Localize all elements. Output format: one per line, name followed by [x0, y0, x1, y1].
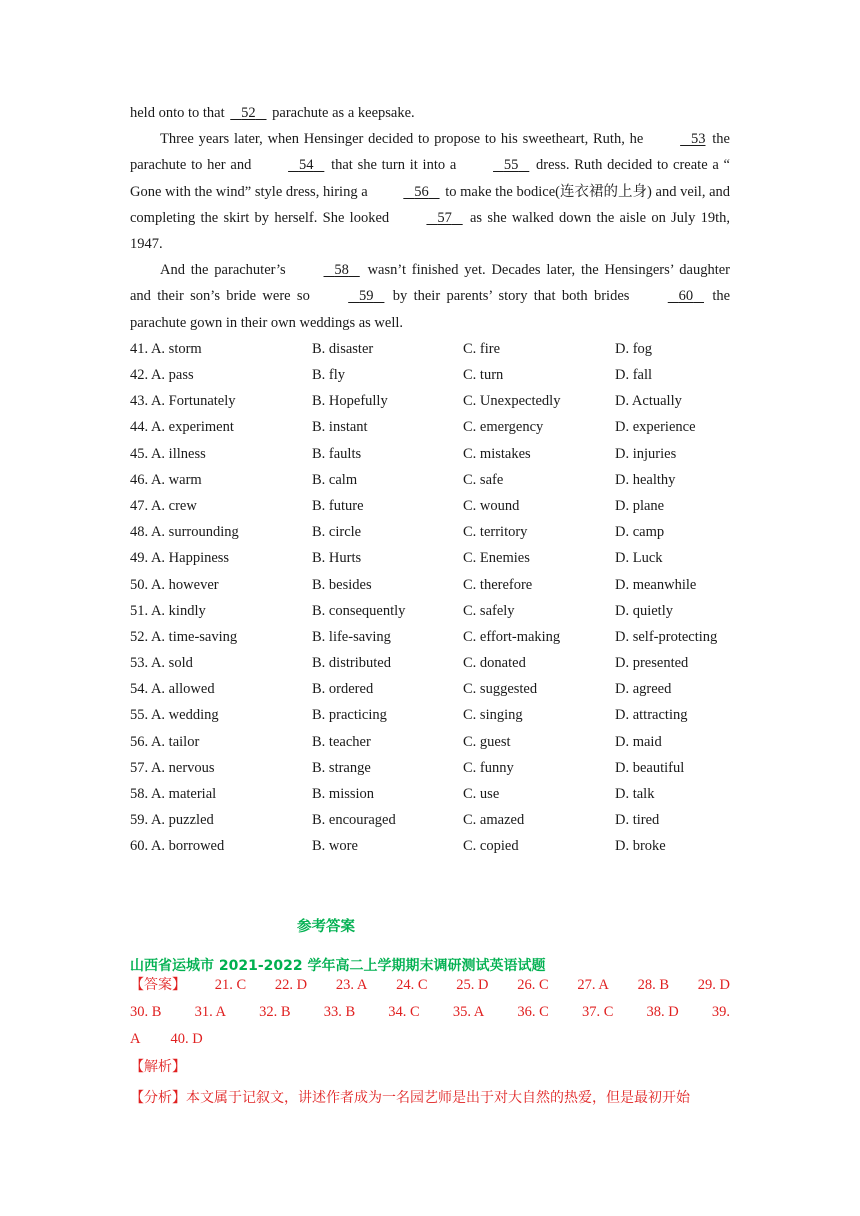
option-b: B. future — [312, 497, 364, 514]
option-b: B. wore — [312, 838, 358, 855]
option-row — [130, 414, 730, 440]
option-b: B. life-saving — [312, 628, 391, 645]
option-d: D. experience — [615, 419, 696, 436]
answer-item: 40. D — [170, 1031, 203, 1047]
option-c: C. turn — [463, 367, 504, 384]
option-row — [130, 755, 730, 781]
option-a: 58. A. material — [130, 786, 217, 803]
option-a: 55. A. wedding — [130, 707, 219, 724]
option-c: C. donated — [463, 655, 526, 672]
option-d: D. plane — [615, 497, 665, 514]
option-a: 44. A. experiment — [130, 419, 234, 436]
option-a: 42. A. pass — [130, 367, 194, 384]
option-b: B. calm — [312, 471, 358, 488]
option-a: 56. A. tailor — [130, 733, 200, 750]
blank-53: 53 — [690, 131, 706, 148]
option-b: B. faults — [312, 445, 362, 462]
answer-item: 28. B — [637, 977, 669, 993]
options-list — [130, 336, 730, 860]
fenxi-line — [130, 1087, 730, 1107]
option-c: C. therefore — [463, 576, 533, 593]
blank-58: 58 — [334, 262, 349, 279]
option-b: B. teacher — [312, 733, 371, 750]
answer-item: 34. C — [388, 1004, 420, 1020]
answer-item: 25. D — [456, 977, 489, 993]
option-d: D. talk — [615, 786, 655, 803]
option-a: 60. A. borrowed — [130, 838, 225, 855]
option-row — [130, 493, 730, 519]
option-c: C. amazed — [463, 812, 525, 829]
analysis-label: 【解析】 — [130, 1059, 186, 1075]
option-row — [130, 807, 730, 833]
option-d: D. maid — [615, 733, 662, 750]
option-d: D. meanwhile — [615, 576, 697, 593]
option-d: D. Luck — [615, 550, 663, 567]
option-a: 57. A. nervous — [130, 759, 215, 776]
answer-item: 30. B — [130, 1004, 162, 1020]
option-c: C. territory — [463, 524, 528, 541]
option-c: C. safe — [463, 471, 504, 488]
answer-item: 31. A — [194, 1004, 226, 1020]
paragraph-3: And the parachuter’s 58 wasn’t finished yet. Decades later, the Hensingers’ daughter and their son’s bride were so 59 by their parents’ story that both brides 60 the parachute gown in their own weddings as well. — [130, 257, 730, 336]
option-c: C. use — [463, 786, 500, 803]
answer-item: 21. C — [214, 977, 247, 993]
answer-item: 39. — [711, 1004, 730, 1020]
option-d: D. fog — [615, 340, 653, 357]
option-c: C. emergency — [463, 419, 544, 436]
passage — [130, 100, 730, 860]
option-row — [130, 441, 730, 467]
option-a: 48. A. surrounding — [130, 524, 239, 541]
option-c: C. fire — [463, 340, 501, 357]
option-row — [130, 676, 730, 702]
option-b: B. besides — [312, 576, 372, 593]
option-d: D. beautiful — [615, 759, 685, 776]
option-row — [130, 702, 730, 728]
option-a: 46. A. warm — [130, 471, 202, 488]
option-c: C. copied — [463, 838, 519, 855]
option-c: C. wound — [463, 497, 520, 514]
option-a: 47. A. crew — [130, 497, 197, 514]
option-a: 41. A. storm — [130, 340, 202, 357]
option-row — [130, 572, 730, 598]
blank-59: 59 — [359, 288, 374, 305]
option-c: C. suggested — [463, 681, 538, 698]
option-b: B. ordered — [312, 681, 374, 698]
option-b: B. mission — [312, 786, 375, 803]
option-b: B. Hopefully — [312, 393, 388, 410]
option-b: B. encouraged — [312, 812, 396, 829]
answer-line-2 — [130, 999, 730, 1026]
option-c: C. guest — [463, 733, 511, 750]
option-b: B. practicing — [312, 707, 387, 724]
option-d: D. agreed — [615, 681, 672, 698]
option-a: 43. A. Fortunately — [130, 393, 236, 410]
answer-item: 38. D — [646, 1004, 679, 1020]
option-row — [130, 388, 730, 414]
option-d: D. presented — [615, 655, 689, 672]
option-c: C. funny — [463, 759, 514, 776]
option-b: B. fly — [312, 367, 346, 384]
option-b: B. distributed — [312, 655, 391, 672]
blank-55: 55 — [503, 157, 519, 174]
source-title: 山西省运城市 2021-2022 学年高二上学期期末调研测试英语试题 — [130, 958, 546, 974]
answer-item: 27. A — [577, 977, 609, 993]
option-a: 51. A. kindly — [130, 602, 206, 619]
option-c: C. singing — [463, 707, 523, 724]
option-a: 52. A. time-saving — [130, 628, 238, 645]
answer-item: 33. B — [323, 1004, 356, 1020]
option-d: D. tired — [615, 812, 660, 829]
answer-item: 22. D — [274, 977, 308, 993]
option-d: D. fall — [615, 367, 653, 384]
option-d: D. Actually — [615, 393, 682, 410]
answer-item: 37. C — [581, 1004, 614, 1020]
option-row — [130, 519, 730, 545]
answer-item: A — [130, 1031, 141, 1047]
option-b: B. instant — [312, 419, 368, 436]
option-d: D. healthy — [615, 471, 676, 488]
blank-57: 57 — [437, 209, 452, 226]
option-row — [130, 729, 730, 755]
option-row — [130, 362, 730, 388]
blank-56: 56 — [414, 183, 429, 200]
blank-52: 52 — [241, 105, 256, 121]
option-d: D. camp — [615, 524, 665, 541]
option-c: C. Enemies — [463, 550, 530, 567]
reference-answers-title: 参考答案 — [297, 919, 355, 935]
option-c: C. Unexpectedly — [463, 393, 561, 410]
option-b: B. strange — [312, 759, 371, 776]
option-row — [130, 545, 730, 571]
option-c: C. mistakes — [463, 445, 531, 462]
option-row — [130, 781, 730, 807]
option-row — [130, 650, 730, 676]
option-a: 50. A. however — [130, 576, 219, 593]
paragraph-1-end: held onto to that 52 parachute as a keepsake. — [130, 100, 730, 126]
option-b: B. consequently — [312, 602, 406, 619]
option-a: 54. A. allowed — [130, 681, 215, 698]
answer-line-1 — [130, 972, 730, 999]
fenxi-label: 【分析】 — [130, 1090, 186, 1106]
answer-item: 24. C — [396, 977, 428, 993]
option-b: B. Hurts — [312, 550, 362, 567]
answer-item: 29. D — [697, 977, 730, 993]
blank-60: 60 — [678, 288, 694, 305]
option-d: D. broke — [615, 838, 666, 855]
answer-item: 36. C — [517, 1004, 549, 1020]
option-row — [130, 598, 730, 624]
option-c: C. safely — [463, 602, 515, 619]
option-a: 53. A. sold — [130, 655, 193, 672]
blank-54: 54 — [298, 157, 314, 174]
answer-item: 26. C — [517, 977, 549, 993]
fenxi-text: 本文属于记叙文，讲述作者成为一名园艺师是出于对大自然的热爱，但是最初开始 — [186, 1090, 690, 1106]
option-d: D. injuries — [615, 445, 677, 462]
option-b: B. disaster — [312, 340, 374, 357]
answer-item: 23. A — [335, 977, 368, 993]
option-d: D. attracting — [615, 707, 688, 724]
option-b: B. circle — [312, 524, 362, 541]
option-d: D. self-protecting — [615, 628, 718, 645]
answer-item: 32. B — [259, 1004, 291, 1020]
answer-item: 35. A — [452, 1004, 485, 1020]
answer-key — [130, 972, 730, 1053]
answer-line-3 — [130, 1026, 730, 1053]
paragraph-2: Three years later, when Hensinger decided to propose to his sweetheart, Ruth, he 53 the parachute to her and 54 that she turn it into a 55 dress. Ruth decided to create a “ Gone with the wind” style dress, hiring a 56 to make the bodice(连衣裙的上身) and veil, and completing the skirt by herself. She looked 57 as she walked down the aisle on July 19th, 1947. — [130, 126, 730, 257]
option-c: C. effort-making — [463, 628, 561, 645]
option-a: 45. A. illness — [130, 445, 206, 462]
option-row — [130, 624, 730, 650]
answer-label: 【答案】 — [130, 977, 186, 993]
option-row — [130, 833, 730, 859]
option-a: 49. A. Happiness — [130, 550, 230, 567]
option-row — [130, 336, 730, 362]
option-a: 59. A. puzzled — [130, 812, 214, 829]
option-row — [130, 467, 730, 493]
option-d: D. quietly — [615, 602, 673, 619]
